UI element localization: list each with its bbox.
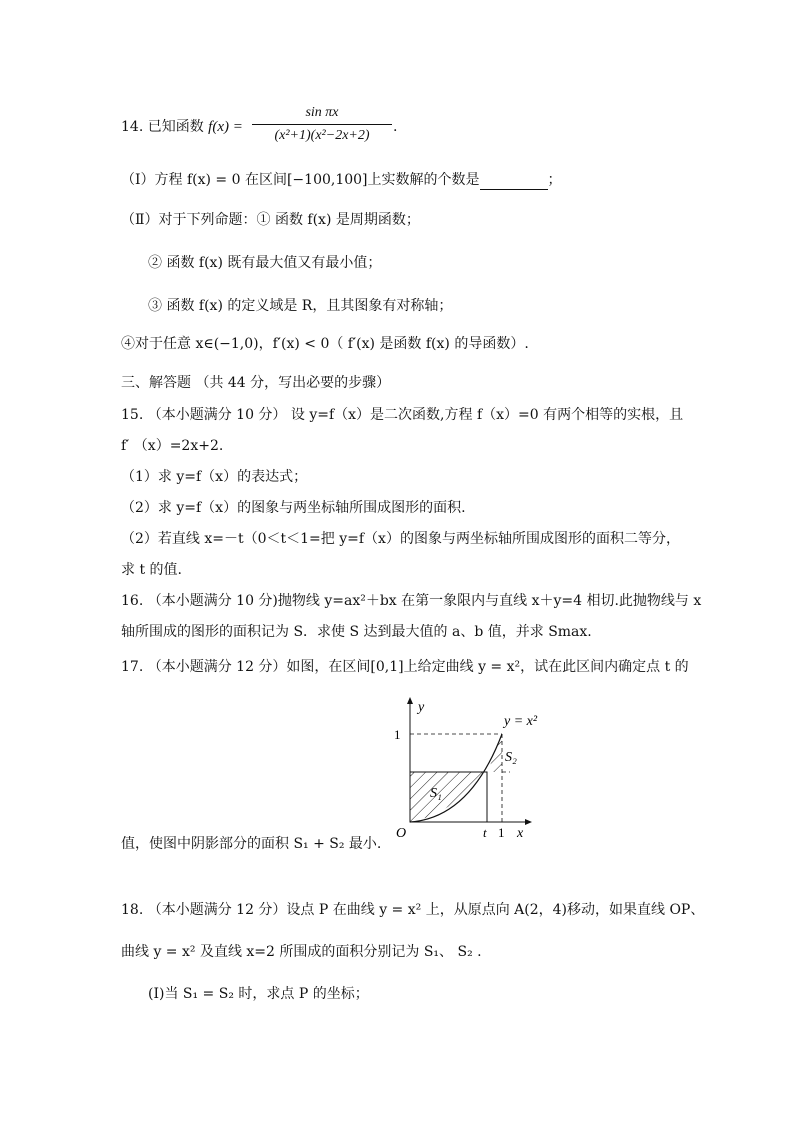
q14-item2: ② 函数 f(x) 既有最大值又有最小值；: [148, 255, 382, 271]
q14-item3: ③ 函数 f(x) 的定义域是 R，且其图象有对称轴；: [148, 298, 453, 314]
s1-label: S₁: [430, 786, 442, 801]
origin-label: O: [396, 826, 407, 841]
x-axis-label: x: [517, 826, 524, 841]
s1-shaded-region: [410, 772, 487, 822]
q14-fraction: [252, 104, 392, 145]
q17-line2: 值，使图中阴影部分的面积 S₁ + S₂ 最小.: [121, 836, 382, 852]
y-one-label: 1: [394, 727, 401, 742]
fraction-bar: [252, 124, 392, 125]
q14-prefix: 14. 已知函数: [121, 119, 204, 135]
q15-line5: （2）若直线 x=－t（0＜t＜1=把 y=f（x）的图象与两坐标轴所围成图形的面积二等分，: [121, 531, 680, 547]
q15-line4: （2）求 y=f（x）的图象与两坐标轴所围成图形的面积.: [121, 500, 466, 516]
q14-denominator: (x²+1)(x²−2x+2): [274, 128, 370, 143]
s2-label: S₂: [505, 750, 517, 765]
y-axis-arrow-icon: [407, 697, 413, 704]
t-label: t: [483, 825, 487, 840]
q14-end: .: [393, 119, 398, 135]
q18-line3: (Ⅰ)当 S₁ = S₂ 时，求点 P 的坐标；: [148, 986, 369, 1002]
q16-line2: 轴所围成的图形的面积记为 S．求使 S 达到最大值的 a、b 值，并求 Smax.: [121, 624, 592, 640]
q16-line1: 16. （本小题满分 10 分)抛物线 y=ax²＋bx 在第一象限内与直线 x＋y=4 相切.此抛物线与 x: [121, 593, 702, 609]
q15-line1: 15. （本小题满分 10 分） 设 y=f（x）是二次函数,方程 f（x）=0 有两个相等的实根，且: [121, 407, 684, 423]
q14-item4: ④对于任意 x∈(−1,0)，f′(x) < 0（ f′(x) 是函数 f(x) 的导函数）.: [121, 336, 529, 352]
answer-blank: [480, 175, 548, 190]
q15-line2: f′ （x）=2x+2.: [121, 438, 224, 454]
curve-label: y = x²: [504, 714, 538, 729]
q17-line1: 17. （本小题满分 12 分）如图，在区间[0,1]上给定曲线 y = x²，试在此区间内确定点 t 的: [121, 659, 689, 675]
section-heading: 三、解答题 （共 44 分，写出必要的步骤）: [121, 375, 391, 391]
q15-line3: （1）求 y=f（x）的表达式；: [121, 469, 308, 485]
q14-numerator: sin πx: [305, 105, 339, 120]
q14-part1-text: （Ⅰ）方程 f(x) = 0 在区间[−100,100]上实数解的个数是: [121, 172, 480, 188]
q14-part2: （Ⅱ）对于下列命题：① 函数 f(x) 是周期函数；: [121, 212, 420, 228]
q14-fx: f(x) =: [208, 119, 243, 135]
q14-part1: [121, 170, 562, 190]
y-axis-label: y: [418, 700, 425, 715]
q14-stem: [121, 117, 243, 137]
x-axis-arrow-icon: [525, 819, 532, 825]
q15-line6: 求 t 的值.: [121, 562, 182, 578]
x-one-label: 1: [498, 825, 505, 840]
q18-line2: 曲线 y = x² 及直线 x=2 所围成的面积分别记为 S₁、 S₂ .: [121, 944, 482, 960]
q14-part1-end: ；: [547, 172, 562, 188]
q17-figure: [380, 693, 540, 843]
q18-line1: 18. （本小题满分 12 分）设点 P 在曲线 y = x² 上，从原点向 A(2，4)移动，如果直线 OP、: [121, 902, 705, 918]
